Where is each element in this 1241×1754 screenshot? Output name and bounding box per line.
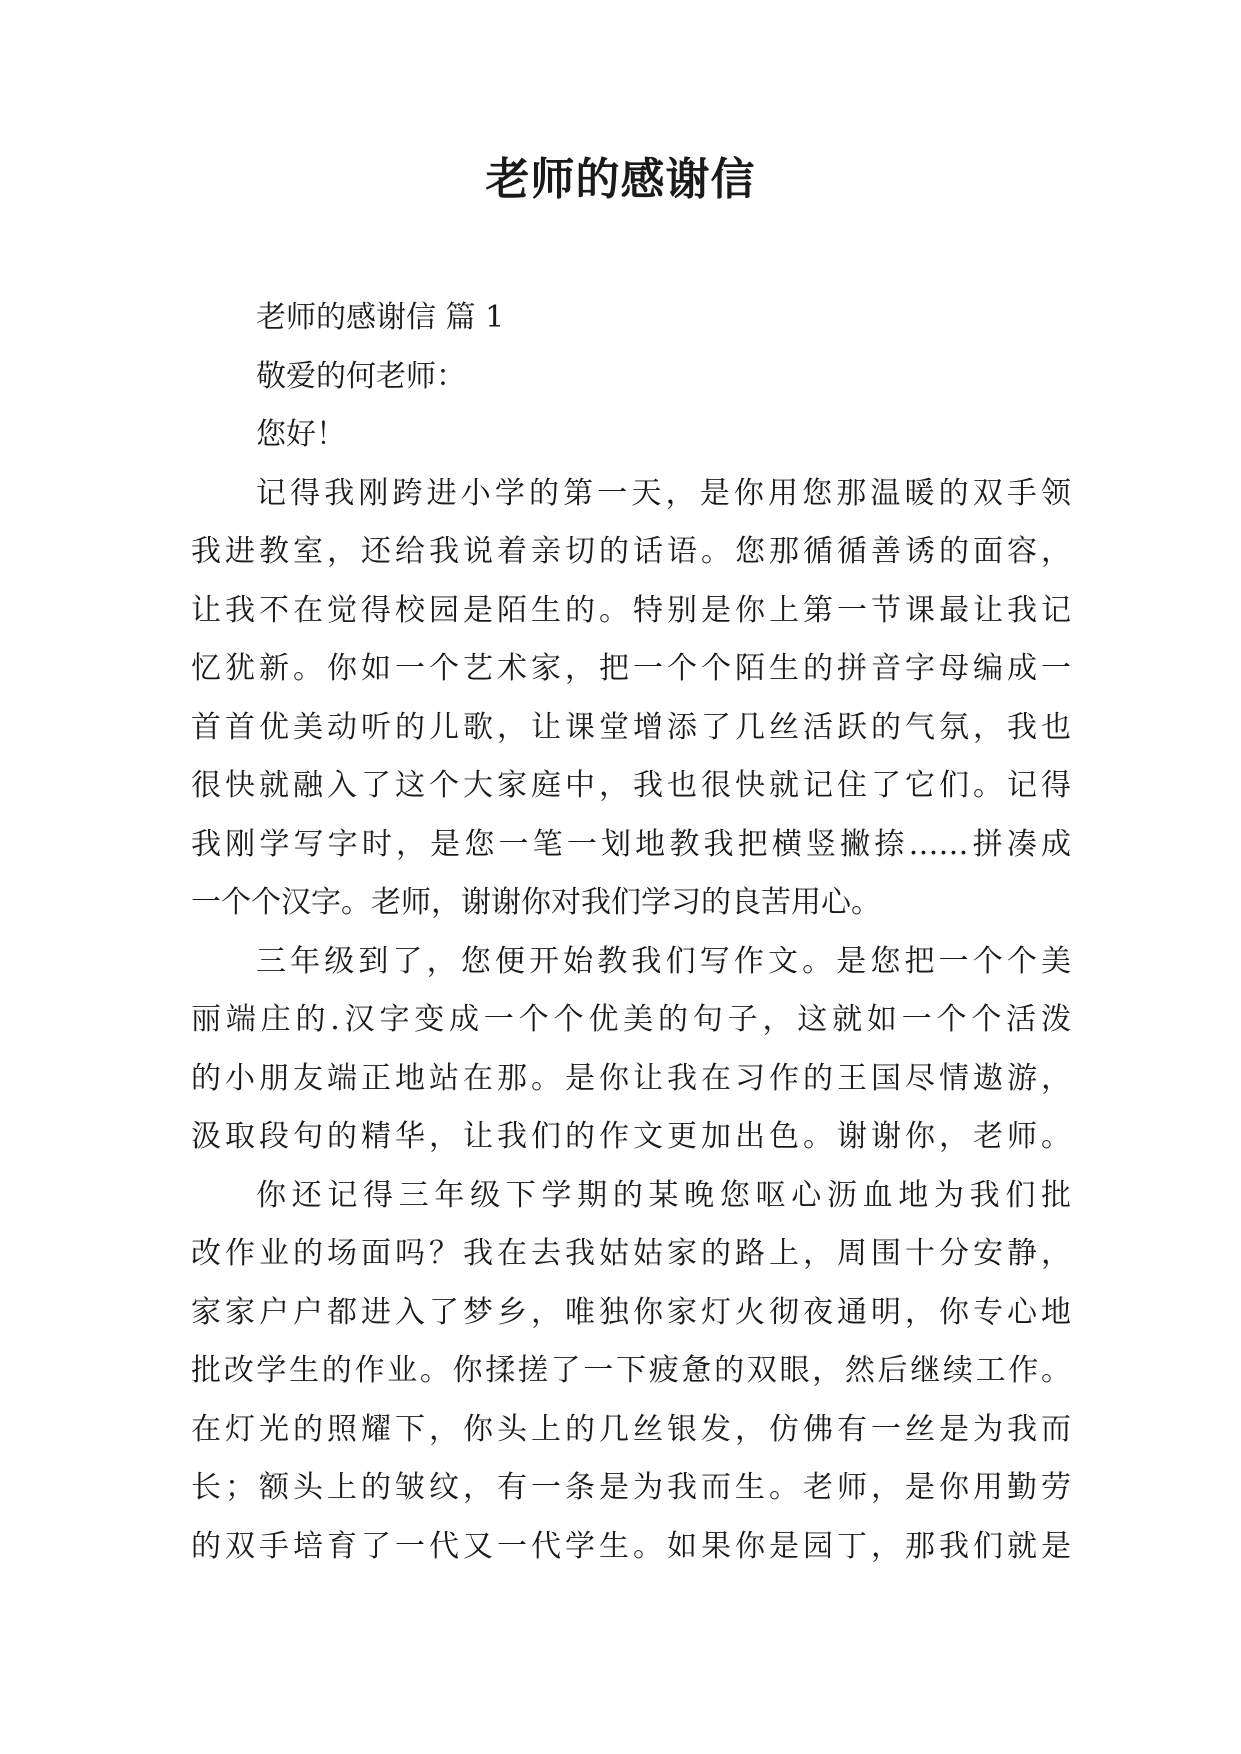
text-line: 你还记得三年级下学期的某晚您呕心沥血地为我们批 <box>256 1177 1071 1213</box>
text-line: 敬爱的何老师： <box>256 358 466 394</box>
text-line: 我进教室，还给我说着亲切的话语。您那循循善诱的面容， <box>191 534 1071 569</box>
text-line: 改作业的场面吗？我在去我姑姑家的路上，周围十分安静， <box>191 1236 1071 1271</box>
text-line: 一个个汉字。老师，谢谢你对我们学习的良苦用心。 <box>191 885 881 920</box>
text-line: 汲取段句的精华，让我们的作文更加出色。谢谢你，老师。 <box>191 1119 1071 1154</box>
document-title: 老师的感谢信 <box>485 154 756 205</box>
text-line: 长；额头上的皱纹，有一条是为我而生。老师，是你用勤劳 <box>191 1470 1071 1505</box>
text-line: 记得我刚跨进小学的第一天，是你用您那温暖的双手领 <box>256 475 1071 511</box>
text-line: 在灯光的照耀下，你头上的几丝银发，仿佛有一丝是为我而 <box>191 1411 1071 1447</box>
text-line: 三年级到了，您便开始教我们写作文。是您把一个个美 <box>256 943 1071 979</box>
text-line: 家家户户都进入了梦乡，唯独你家灯火彻夜通明，你专心地 <box>191 1294 1071 1330</box>
text-line: 老师的感谢信 篇 1 <box>256 300 505 335</box>
text-line: 丽端庄的.汉字变成一个个优美的句子，这就如一个个活泼 <box>191 1002 1071 1037</box>
text-line: 批改学生的作业。你揉搓了一下疲惫的双眼，然后继续工作。 <box>191 1353 1071 1388</box>
text-line: 的双手培育了一代又一代学生。如果你是园丁，那我们就是 <box>191 1528 1071 1564</box>
text-line: 让我不在觉得校园是陌生的。特别是你上第一节课最让我记 <box>191 592 1071 628</box>
text-line: 很快就融入了这个大家庭中，我也很快就记住了它们。记得 <box>191 768 1071 803</box>
text-line: 的小朋友端正地站在那。是你让我在习作的王国尽情遨游， <box>191 1060 1071 1096</box>
text-line: 忆犹新。你如一个艺术家，把一个个陌生的拼音字母编成一 <box>191 651 1071 686</box>
text-line: 我刚学写字时，是您一笔一划地教我把横竖撇捺……拼凑成 <box>191 826 1071 862</box>
document-body <box>191 289 1071 1576</box>
text-line: 首首优美动听的儿歌，让课堂增添了几丝活跃的气氛，我也 <box>191 709 1071 745</box>
text-line: 您好！ <box>256 417 346 452</box>
